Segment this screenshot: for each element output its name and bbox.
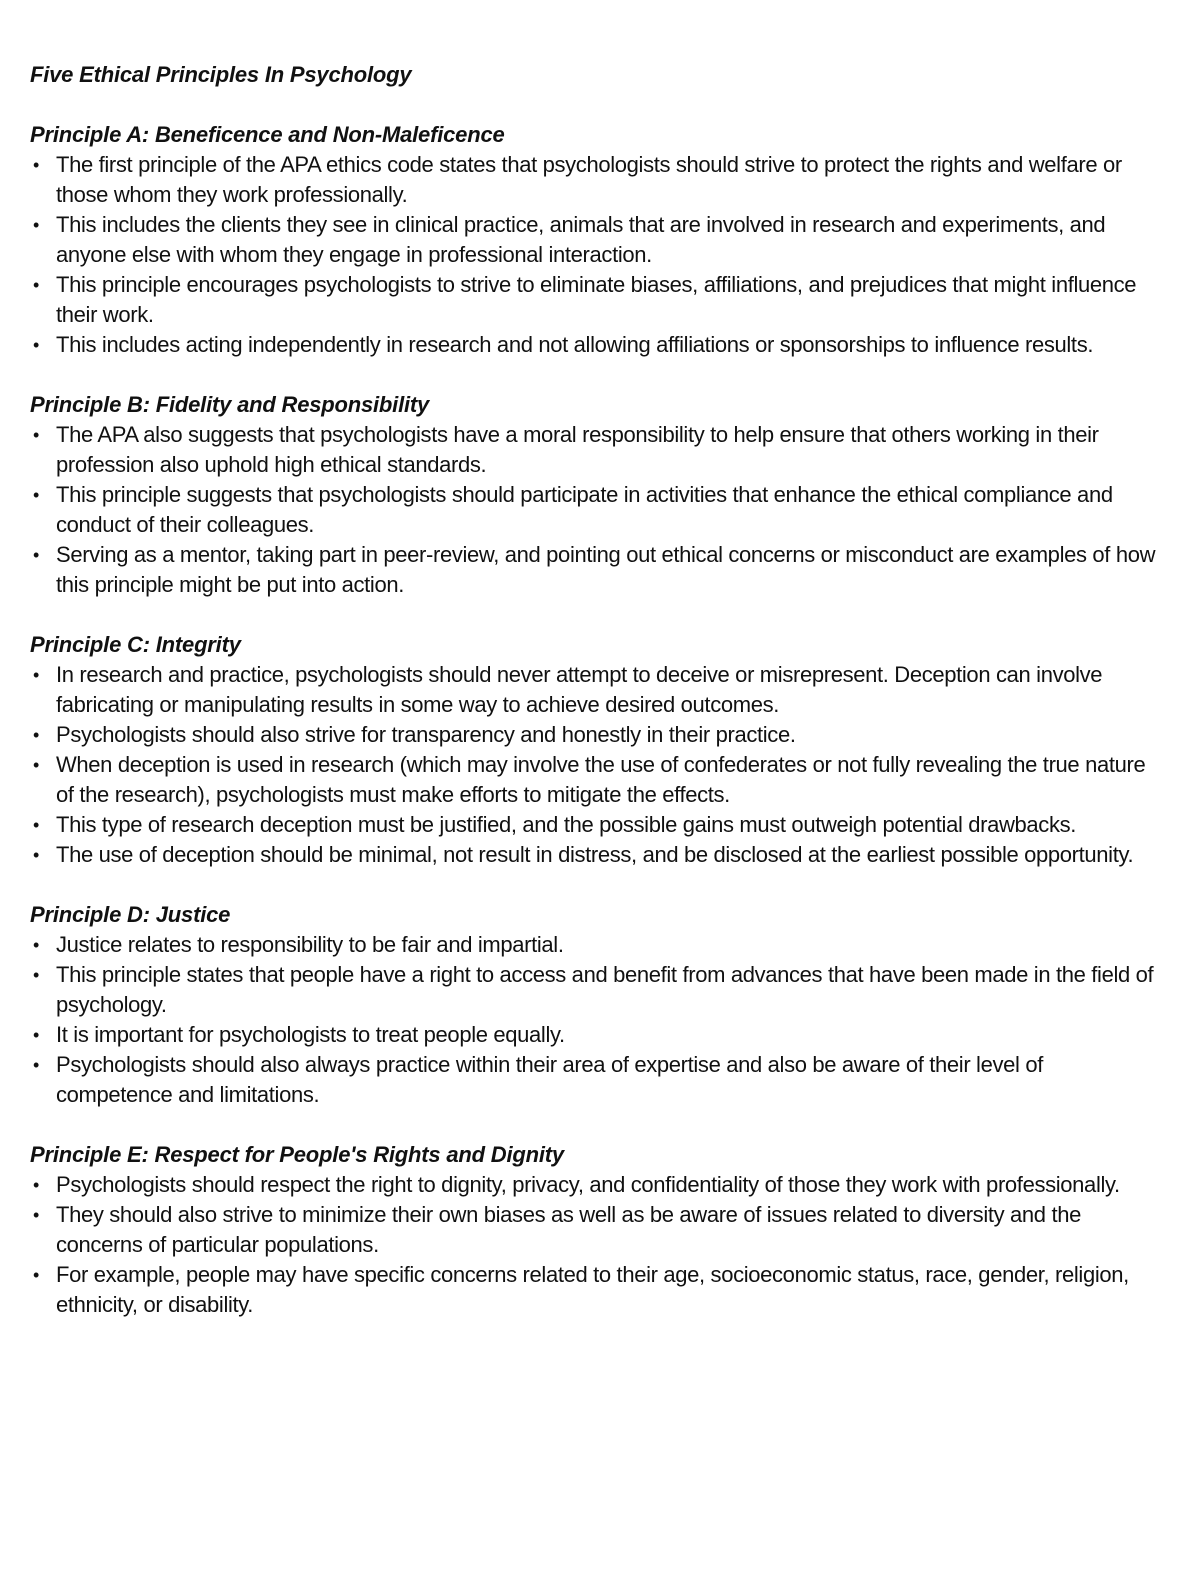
section-heading: Principle C: Integrity <box>30 632 241 657</box>
list-item <box>30 420 1160 480</box>
section-principle-c <box>30 630 1160 870</box>
list-item <box>30 540 1160 600</box>
section-principle-d <box>30 900 1160 1110</box>
list-item-text: This principle encourages psychologists to strive to eliminate biases, affiliations, and prejudices that might influence their work. <box>56 272 1137 327</box>
section-heading: Principle E: Respect for People's Rights and Dignity <box>30 1142 564 1167</box>
bullet-icon: • <box>33 1025 39 1045</box>
list-item <box>30 1260 1160 1320</box>
list-item <box>30 1050 1160 1110</box>
list-item-text: Serving as a mentor, taking part in peer-review, and pointing out ethical concerns or misconduct are examples of how this principle might be put into action. <box>56 542 1156 597</box>
list-item <box>30 720 1160 750</box>
list-item <box>30 750 1160 810</box>
bullet-list <box>30 1170 1160 1320</box>
list-item-text: Justice relates to responsibility to be fair and impartial. <box>56 932 564 957</box>
bullet-icon: • <box>33 155 39 175</box>
bullet-list <box>30 930 1160 1110</box>
section-heading: Principle A: Beneficence and Non-Maleficence <box>30 122 505 147</box>
section-principle-e <box>30 1140 1160 1320</box>
list-item <box>30 1170 1160 1200</box>
list-item-text: This principle suggests that psychologists should participate in activities that enhance the ethical compliance and conduct of their colleagues. <box>56 482 1113 537</box>
list-item-text: This principle states that people have a right to access and benefit from advances that have been made in the field of psychology. <box>56 962 1154 1017</box>
bullet-icon: • <box>33 335 39 355</box>
list-item <box>30 930 1160 960</box>
list-item-text: Psychologists should also strive for transparency and honestly in their practice. <box>56 722 796 747</box>
bullet-list <box>30 150 1160 360</box>
bullet-icon: • <box>33 425 39 445</box>
list-item <box>30 810 1160 840</box>
list-item <box>30 1200 1160 1260</box>
list-item <box>30 480 1160 540</box>
list-item-text: When deception is used in research (which may involve the use of confederates or not fully revealing the true nature of the research), psychologists must make efforts to mitigate the effects. <box>56 752 1146 807</box>
bullet-icon: • <box>33 815 39 835</box>
bullet-icon: • <box>33 935 39 955</box>
bullet-icon: • <box>33 1265 39 1285</box>
list-item <box>30 330 1160 360</box>
list-item-text: The use of deception should be minimal, not result in distress, and be disclosed at the earliest possible opportunity. <box>56 842 1134 867</box>
bullet-icon: • <box>33 1205 39 1225</box>
list-item-text: This includes acting independently in research and not allowing affiliations or sponsorships to influence results. <box>56 332 1094 357</box>
list-item-text: Psychologists should also always practice within their area of expertise and also be aware of their level of competence and limitations. <box>56 1052 1043 1107</box>
list-item-text: The APA also suggests that psychologists have a moral responsibility to help ensure that others working in their profession also uphold high ethical standards. <box>56 422 1099 477</box>
bullet-icon: • <box>33 755 39 775</box>
list-item-text: In research and practice, psychologists should never attempt to deceive or misrepresent. Deception can involve fabricating or manipulating results in some way to achieve desired outcomes. <box>56 662 1103 717</box>
bullet-icon: • <box>33 485 39 505</box>
section-heading: Principle B: Fidelity and Responsibility <box>30 392 430 417</box>
list-item-text: This type of research deception must be justified, and the possible gains must outweigh potential drawbacks. <box>56 812 1077 837</box>
list-item-text: This includes the clients they see in clinical practice, animals that are involved in research and experiments, and anyone else with whom they engage in professional interaction. <box>56 212 1106 267</box>
list-item-text: The first principle of the APA ethics code states that psychologists should strive to protect the rights and welfare or those whom they work professionally. <box>56 152 1122 207</box>
list-item <box>30 660 1160 720</box>
list-item <box>30 210 1160 270</box>
bullet-icon: • <box>33 965 39 985</box>
list-item-text: It is important for psychologists to treat people equally. <box>56 1022 565 1047</box>
bullet-icon: • <box>33 545 39 565</box>
section-principle-a <box>30 120 1160 360</box>
section-principle-b <box>30 390 1160 600</box>
bullet-list <box>30 420 1160 600</box>
section-heading: Principle D: Justice <box>30 902 231 927</box>
bullet-icon: • <box>33 275 39 295</box>
bullet-icon: • <box>33 665 39 685</box>
list-item-text: Psychologists should respect the right to dignity, privacy, and confidentiality of those they work with professionally. <box>56 1172 1120 1197</box>
bullet-icon: • <box>33 725 39 745</box>
list-item-text: They should also strive to minimize their own biases as well as be aware of issues related to diversity and the concerns of particular populations. <box>56 1202 1081 1257</box>
list-item <box>30 1020 1160 1050</box>
bullet-icon: • <box>33 215 39 235</box>
list-item-text: For example, people may have specific concerns related to their age, socioeconomic status, race, gender, religion, ethnicity, or disability. <box>56 1262 1129 1317</box>
bullet-list <box>30 660 1160 870</box>
bullet-icon: • <box>33 1175 39 1195</box>
list-item <box>30 150 1160 210</box>
bullet-icon: • <box>33 1055 39 1075</box>
list-item <box>30 840 1160 870</box>
list-item <box>30 270 1160 330</box>
list-item <box>30 960 1160 1020</box>
bullet-icon: • <box>33 845 39 865</box>
document-title: Five Ethical Principles In Psychology <box>30 62 412 87</box>
